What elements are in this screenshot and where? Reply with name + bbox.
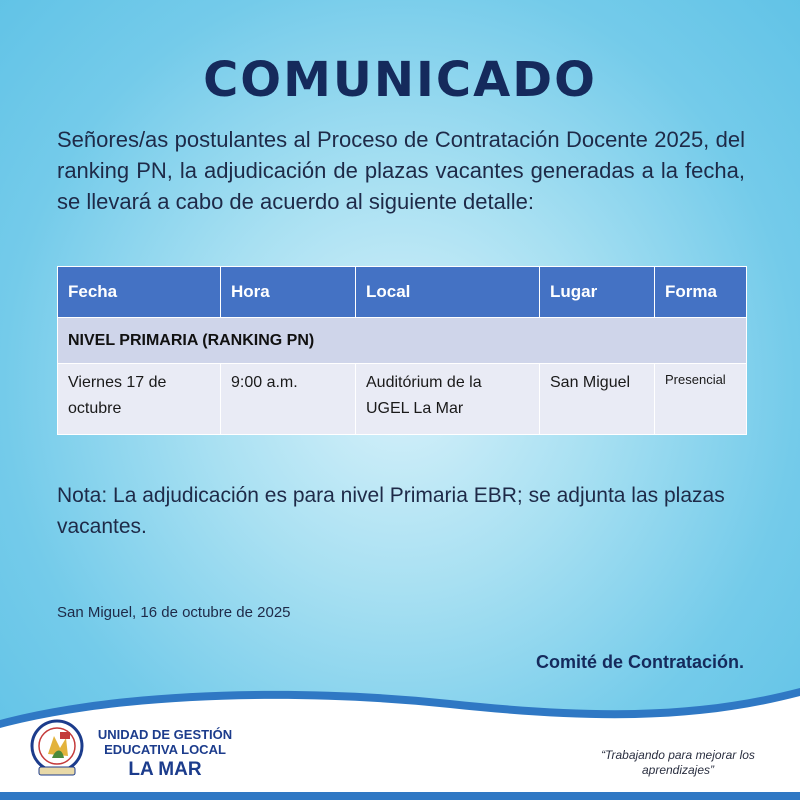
org-line-3: LA MAR: [128, 759, 202, 780]
org-name: [90, 727, 240, 780]
slogan: “Trabajando para mejorar los aprendizajes”: [601, 748, 755, 777]
section-label: NIVEL PRIMARIA (RANKING PN): [58, 318, 747, 364]
section-row: [58, 318, 747, 364]
cell-forma: Presencial: [655, 364, 747, 435]
page-title: COMUNICADO: [203, 52, 597, 108]
header-local: Local: [356, 267, 540, 318]
cell-hora: 9:00 a.m.: [221, 364, 356, 435]
cell-local: Auditórium de la UGEL La Mar: [356, 364, 540, 435]
signature-line: Comité de Contratación.: [535, 652, 744, 672]
table-header-row: [58, 267, 747, 318]
intro-paragraph: Señores/as postulantes al Proceso de Contratación Docente 2025, del ranking PN, la adjudicación de plazas vacantes generadas a la fecha, se llevará a cabo de acuerdo al siguiente detalle:: [57, 127, 745, 214]
header-lugar: Lugar: [540, 267, 655, 318]
note-paragraph: Nota: La adjudicación es para nivel Primaria EBR; se adjunta las plazas vacantes.: [57, 484, 725, 538]
schedule-table: [57, 266, 747, 435]
header-hora: Hora: [221, 267, 356, 318]
header-fecha: Fecha: [58, 267, 221, 318]
table-row: [58, 364, 747, 435]
org-line-1: UNIDAD DE GESTIÓN: [97, 727, 233, 742]
date-line: San Miguel, 16 de octubre de 2025: [57, 604, 291, 621]
ugel-seal-icon: [30, 718, 84, 778]
cell-lugar: San Miguel: [540, 364, 655, 435]
org-line-2: EDUCATIVA LOCAL: [104, 742, 226, 757]
header-forma: Forma: [655, 267, 747, 318]
cell-fecha: Viernes 17 de octubre: [58, 364, 221, 435]
